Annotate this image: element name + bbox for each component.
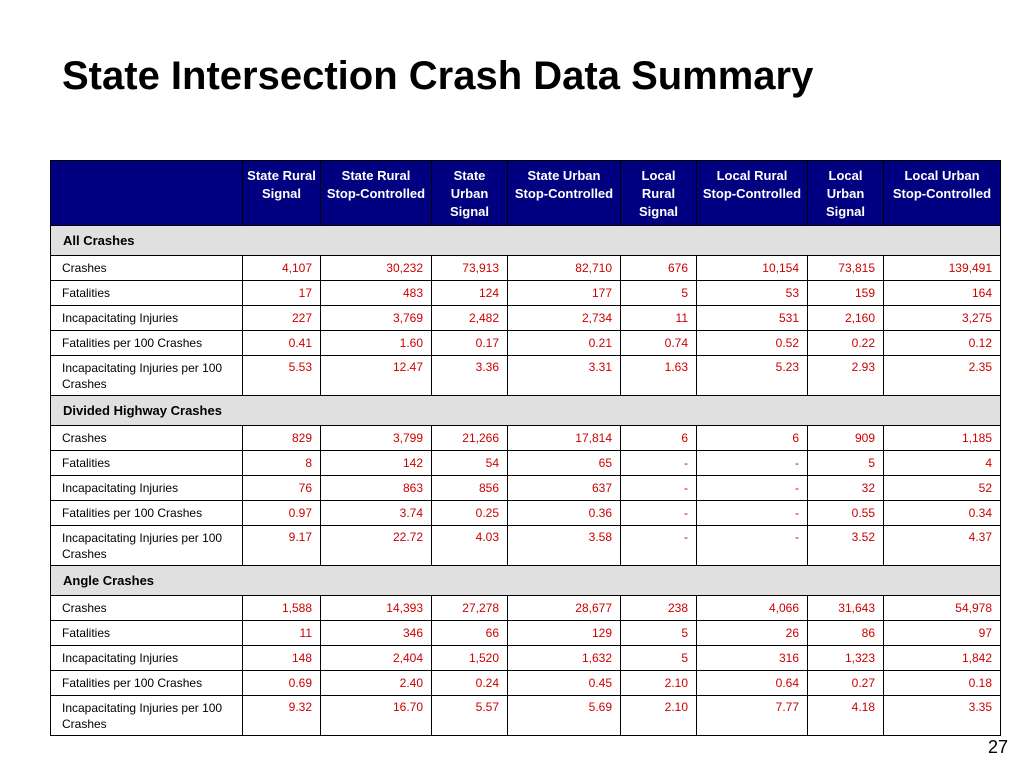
table-cell: 16.70 (321, 696, 432, 736)
table-cell: 2,160 (808, 306, 884, 331)
table-row (51, 646, 1001, 671)
table-row (51, 476, 1001, 501)
row-label: Fatalities (51, 281, 243, 306)
table-header (51, 161, 1001, 226)
column-header-state-urban-stop-controlled: State Urban Stop-Controlled (508, 161, 621, 226)
row-label: Fatalities per 100 Crashes (51, 501, 243, 526)
crash-data-table (50, 160, 1001, 736)
table-cell: 0.36 (508, 501, 621, 526)
table-cell: 316 (697, 646, 808, 671)
row-label: Incapacitating Injuries (51, 476, 243, 501)
table-cell: 4 (884, 451, 1001, 476)
table-cell: 17,814 (508, 426, 621, 451)
table-cell: 3.74 (321, 501, 432, 526)
table-cell: 346 (321, 621, 432, 646)
table-cell: 1,520 (432, 646, 508, 671)
column-header-local-rural-stop-controlled: Local Rural Stop-Controlled (697, 161, 808, 226)
table-cell: 2.10 (621, 671, 697, 696)
table-cell: 1,632 (508, 646, 621, 671)
table-row (51, 526, 1001, 566)
table-cell: 65 (508, 451, 621, 476)
column-header-state-rural-stop-controlled: State Rural Stop-Controlled (321, 161, 432, 226)
table-cell: 0.45 (508, 671, 621, 696)
table-cell: 0.52 (697, 331, 808, 356)
table-cell: 0.55 (808, 501, 884, 526)
table-cell: - (621, 476, 697, 501)
table-cell: 483 (321, 281, 432, 306)
table-cell: 531 (697, 306, 808, 331)
table-cell: 2,404 (321, 646, 432, 671)
section-title: Angle Crashes (51, 566, 1001, 596)
slide-title: State Intersection Crash Data Summary (62, 54, 814, 98)
column-header-state-rural-signal: State Rural Signal (243, 161, 321, 226)
table-cell: 863 (321, 476, 432, 501)
table-cell: 21,266 (432, 426, 508, 451)
table-cell: 73,815 (808, 256, 884, 281)
table-cell: 0.17 (432, 331, 508, 356)
table-cell: 129 (508, 621, 621, 646)
table-cell: 227 (243, 306, 321, 331)
table-cell: 0.34 (884, 501, 1001, 526)
table-cell: 159 (808, 281, 884, 306)
table-cell: 0.24 (432, 671, 508, 696)
table-cell: 3.52 (808, 526, 884, 566)
table-cell: 0.74 (621, 331, 697, 356)
table-cell: 148 (243, 646, 321, 671)
section-row (51, 396, 1001, 426)
row-label: Incapacitating Injuries (51, 306, 243, 331)
table-cell: 2,734 (508, 306, 621, 331)
section-row (51, 566, 1001, 596)
row-label: Fatalities (51, 621, 243, 646)
table-cell: 9.32 (243, 696, 321, 736)
table-cell: 139,491 (884, 256, 1001, 281)
row-label: Fatalities (51, 451, 243, 476)
table-cell: 66 (432, 621, 508, 646)
table-cell: 856 (432, 476, 508, 501)
table-cell: 2.93 (808, 356, 884, 396)
table-cell: 2,482 (432, 306, 508, 331)
table-cell: 142 (321, 451, 432, 476)
table-row (51, 331, 1001, 356)
table-row (51, 281, 1001, 306)
table-cell: 0.41 (243, 331, 321, 356)
table-row (51, 596, 1001, 621)
table-cell: 637 (508, 476, 621, 501)
table-row (51, 501, 1001, 526)
table-row (51, 256, 1001, 281)
table-cell: 4,066 (697, 596, 808, 621)
table-cell: 3.36 (432, 356, 508, 396)
table-cell: 5.57 (432, 696, 508, 736)
table-cell: 86 (808, 621, 884, 646)
table-cell: 22.72 (321, 526, 432, 566)
column-header-local-urban-signal: Local Urban Signal (808, 161, 884, 226)
table-cell: 829 (243, 426, 321, 451)
table-cell: 12.47 (321, 356, 432, 396)
table-cell: - (621, 501, 697, 526)
table-cell: 0.18 (884, 671, 1001, 696)
table-cell: 4.37 (884, 526, 1001, 566)
table-cell: 4,107 (243, 256, 321, 281)
table-cell: 17 (243, 281, 321, 306)
table-cell: 0.27 (808, 671, 884, 696)
table-cell: 7.77 (697, 696, 808, 736)
section-row (51, 226, 1001, 256)
table-cell: 3.58 (508, 526, 621, 566)
table-cell: 11 (243, 621, 321, 646)
table-cell: 5 (621, 621, 697, 646)
table-cell: 5 (621, 281, 697, 306)
table-cell: 164 (884, 281, 1001, 306)
table-cell: 82,710 (508, 256, 621, 281)
row-label: Crashes (51, 596, 243, 621)
row-label: Incapacitating Injuries per 100 Crashes (51, 356, 243, 396)
table-cell: 4.18 (808, 696, 884, 736)
table-cell: 1.63 (621, 356, 697, 396)
table-cell: 26 (697, 621, 808, 646)
row-label: Incapacitating Injuries per 100 Crashes (51, 696, 243, 736)
table-cell: 14,393 (321, 596, 432, 621)
table-cell: - (621, 526, 697, 566)
table-cell: 52 (884, 476, 1001, 501)
table-cell: 177 (508, 281, 621, 306)
table-cell: 54 (432, 451, 508, 476)
table-cell: 53 (697, 281, 808, 306)
table-body (51, 226, 1001, 736)
table-cell: 32 (808, 476, 884, 501)
table-cell: 6 (621, 426, 697, 451)
column-header-state-urban-signal: State Urban Signal (432, 161, 508, 226)
table-cell: 1,323 (808, 646, 884, 671)
table-cell: 1,842 (884, 646, 1001, 671)
table-row (51, 451, 1001, 476)
table-cell: - (697, 501, 808, 526)
row-label: Fatalities per 100 Crashes (51, 331, 243, 356)
table-row (51, 696, 1001, 736)
table-cell: 5 (808, 451, 884, 476)
table-cell: 1.60 (321, 331, 432, 356)
table-cell: - (697, 451, 808, 476)
table-cell: 76 (243, 476, 321, 501)
table-cell: 0.22 (808, 331, 884, 356)
table-cell: - (621, 451, 697, 476)
table-cell: 909 (808, 426, 884, 451)
table-cell: 0.64 (697, 671, 808, 696)
table-cell: 5.23 (697, 356, 808, 396)
table-cell: 238 (621, 596, 697, 621)
row-label: Incapacitating Injuries (51, 646, 243, 671)
table-cell: - (697, 476, 808, 501)
table-cell: 2.35 (884, 356, 1001, 396)
section-title: Divided Highway Crashes (51, 396, 1001, 426)
table-cell: 0.12 (884, 331, 1001, 356)
table-row (51, 426, 1001, 451)
table-row (51, 356, 1001, 396)
row-label: Fatalities per 100 Crashes (51, 671, 243, 696)
table-cell: 3.35 (884, 696, 1001, 736)
row-label: Crashes (51, 426, 243, 451)
table-cell: 28,677 (508, 596, 621, 621)
table-cell: 124 (432, 281, 508, 306)
table-cell: 27,278 (432, 596, 508, 621)
table-cell: 10,154 (697, 256, 808, 281)
table-cell: 1,185 (884, 426, 1001, 451)
table-cell: 31,643 (808, 596, 884, 621)
table-cell: 676 (621, 256, 697, 281)
table-cell: 5 (621, 646, 697, 671)
table-cell: 3,275 (884, 306, 1001, 331)
table-cell: 30,232 (321, 256, 432, 281)
page-number: 27 (987, 737, 1008, 757)
table-cell: 8 (243, 451, 321, 476)
table-cell: 6 (697, 426, 808, 451)
table-cell: 3.31 (508, 356, 621, 396)
table-cell: 11 (621, 306, 697, 331)
row-label: Crashes (51, 256, 243, 281)
table-cell: 3,799 (321, 426, 432, 451)
table-cell: 73,913 (432, 256, 508, 281)
column-header-corner (51, 161, 243, 226)
table-row (51, 306, 1001, 331)
table-row (51, 671, 1001, 696)
table-cell: 5.69 (508, 696, 621, 736)
table-cell: - (697, 526, 808, 566)
table-cell: 0.69 (243, 671, 321, 696)
column-header-local-rural-signal: Local Rural Signal (621, 161, 697, 226)
table-cell: 9.17 (243, 526, 321, 566)
column-header-local-urban-stop-controlled: Local Urban Stop-Controlled (884, 161, 1001, 226)
table-cell: 0.21 (508, 331, 621, 356)
row-label: Incapacitating Injuries per 100 Crashes (51, 526, 243, 566)
table-cell: 5.53 (243, 356, 321, 396)
table-cell: 4.03 (432, 526, 508, 566)
header-row (51, 161, 1001, 226)
table-cell: 54,978 (884, 596, 1001, 621)
table-cell: 0.25 (432, 501, 508, 526)
section-title: All Crashes (51, 226, 1001, 256)
table-cell: 1,588 (243, 596, 321, 621)
table-row (51, 621, 1001, 646)
table-cell: 97 (884, 621, 1001, 646)
table-cell: 0.97 (243, 501, 321, 526)
table-cell: 3,769 (321, 306, 432, 331)
table-cell: 2.40 (321, 671, 432, 696)
table-cell: 2.10 (621, 696, 697, 736)
